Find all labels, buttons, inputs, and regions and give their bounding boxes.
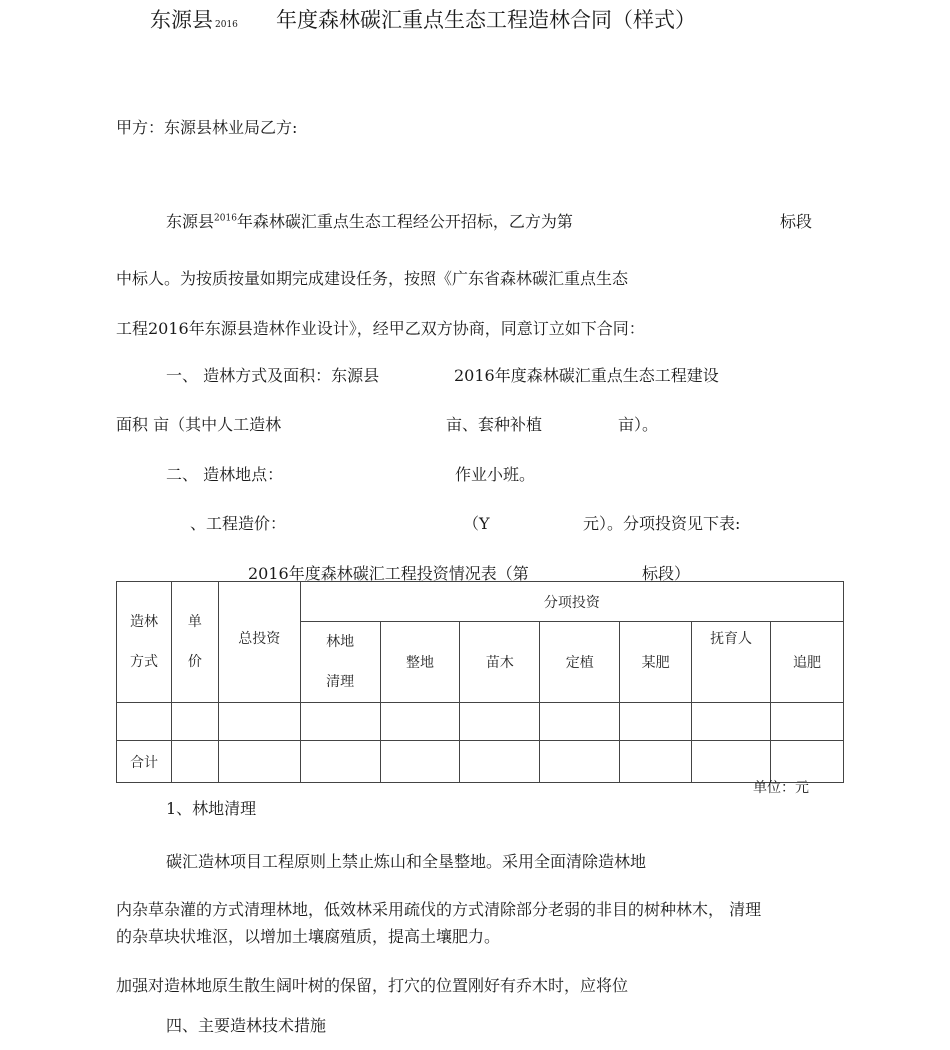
paragraph-clearing-2: 内杂草杂灌的方式清理林地，低效林采用疏伐的方式清除部分老弱的非目的树种林木， 清理 — [116, 900, 762, 919]
section-2-text: 作业小班。 — [455, 465, 536, 484]
contract-title-main: 年度森林碳汇重点生态工程造林合同（样式） — [276, 8, 696, 32]
paragraph-clearing-1: 碳汇造林项目工程原则上禁止炼山和全垦整地。采用全面清除造林地 — [166, 852, 647, 871]
header-tending: 抚育人 — [692, 622, 771, 703]
header-total: 总投资 — [218, 622, 300, 703]
header-price: 单 价 — [171, 582, 218, 703]
intro-b: 年森林碳汇重点生态工程经公开招标，乙方为第 — [236, 212, 573, 231]
contract-title — [150, 4, 240, 34]
section-1b-a: 面积 亩（其中人工造林 — [116, 415, 282, 434]
paragraph-line-3: 工程2016年东源县造林作业设计》，经甲乙双方协商，同意订立如下合同： — [116, 319, 645, 338]
table-unit: 单位：元 — [753, 780, 809, 796]
section-3-text: 元）。分项投资见下表: — [583, 514, 741, 533]
header-total-spacer — [218, 582, 300, 622]
section-1-label: 一、 造林方式及面积：东源县 — [166, 366, 380, 385]
intro-year: 2016 — [214, 213, 237, 224]
header-subitems: 分项投资 — [300, 582, 843, 622]
title-year: 2016 — [215, 20, 238, 30]
table-title-a: 2016年度森林碳汇工程投资情况表（第 — [248, 564, 529, 583]
table-title-b: 标段） — [642, 564, 691, 583]
title-prefix: 东源县 — [150, 8, 213, 32]
header-fertilizer: 某肥 — [620, 622, 692, 703]
intro-section-label: 标段 — [780, 212, 813, 231]
section-2-label: 二、 造林地点： — [166, 465, 284, 484]
section-1-text: 2016年度森林碳汇重点生态工程建设 — [454, 366, 719, 385]
header-seedling: 苗木 — [460, 622, 540, 703]
total-label: 合计 — [117, 741, 172, 783]
table-row — [117, 703, 844, 741]
section-1b-c: 亩）。 — [618, 415, 659, 434]
heading-main-measures: 四、主要造林技术措施 — [166, 1016, 327, 1035]
header-clearing: 林地 清理 — [300, 622, 380, 703]
intro-line — [166, 209, 573, 232]
paragraph-line-2: 中标人。为按质按量如期完成建设任务，按照《广东省森林碳汇重点生态 — [116, 269, 629, 288]
investment-table — [116, 581, 844, 783]
header-mode: 造林 方式 — [117, 582, 172, 703]
table-row-total — [117, 741, 844, 783]
paragraph-clearing-3: 的杂草块状堆沤，以增加土壤腐殖质，提高土壤肥力。 — [116, 927, 501, 946]
header-planting: 定植 — [540, 622, 620, 703]
header-topdressing: 追肥 — [771, 622, 844, 703]
intro-a: 东源县 — [166, 212, 215, 231]
parties-line: 甲方：东源县林业局乙方: — [116, 118, 298, 137]
header-preparation: 整地 — [380, 622, 460, 703]
section-3-label: 、工程造价： — [190, 514, 287, 533]
section-1b-b: 亩、套种补植 — [446, 415, 543, 434]
heading-land-clearing: 1、林地清理 — [166, 799, 257, 818]
section-3-currency: （Y — [463, 514, 490, 533]
paragraph-clearing-4: 加强对造林地原生散生阔叶树的保留，打穴的位置刚好有乔木时，应将位 — [116, 976, 629, 995]
